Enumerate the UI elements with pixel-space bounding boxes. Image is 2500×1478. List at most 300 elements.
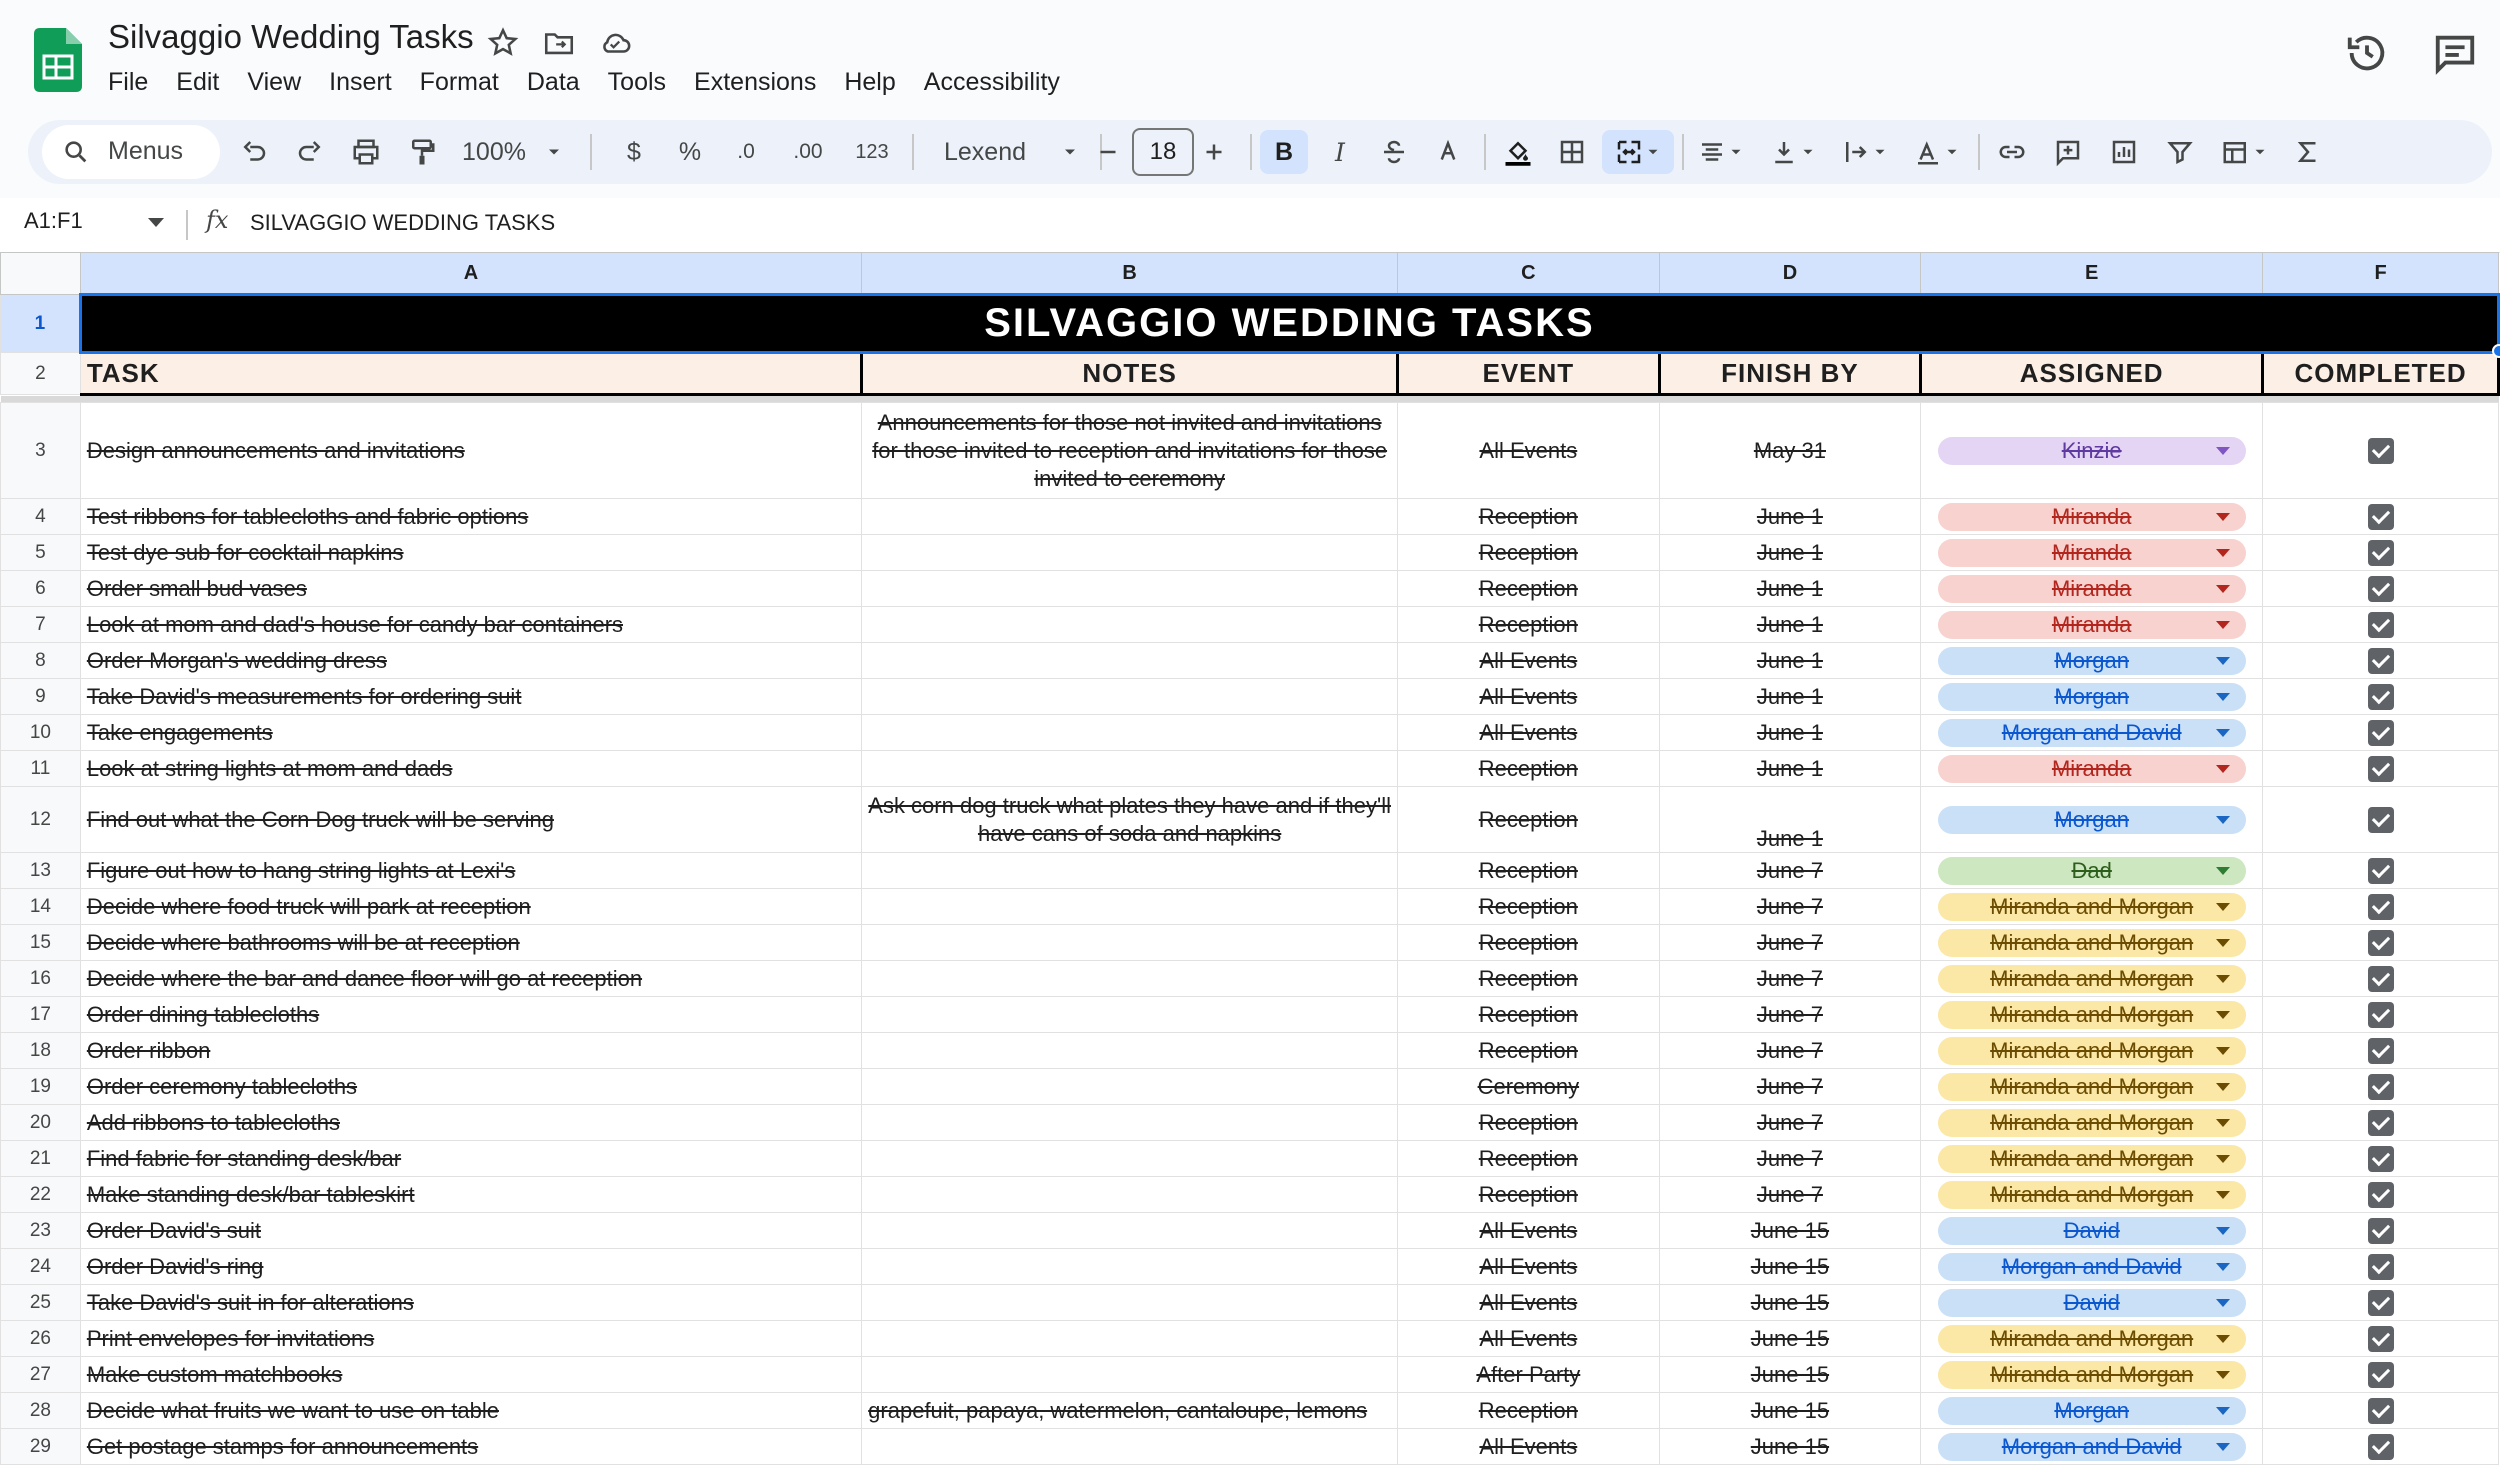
font-family-select[interactable]: [928, 130, 1088, 174]
menu-file[interactable]: File: [108, 68, 149, 96]
checkbox-checked-icon[interactable]: [2368, 1326, 2394, 1352]
insert-link-button[interactable]: [1990, 130, 2034, 174]
row-header[interactable]: 20: [1, 1105, 81, 1141]
notes-cell[interactable]: Ask corn dog truck what plates they have and if they'll have cans of soda and napkins: [862, 787, 1398, 853]
row-header[interactable]: 8: [1, 643, 81, 679]
completed-cell[interactable]: [2263, 787, 2499, 853]
task-cell[interactable]: Order dining tablecloths: [80, 997, 861, 1033]
row-header[interactable]: 19: [1, 1069, 81, 1105]
checkbox-checked-icon[interactable]: [2368, 1110, 2394, 1136]
task-cell[interactable]: Order small bud vases: [80, 571, 861, 607]
completed-cell[interactable]: [2263, 499, 2499, 535]
currency-format-button[interactable]: [614, 130, 654, 174]
finish-by-cell[interactable]: June 1: [1659, 679, 1921, 715]
menu-data[interactable]: Data: [526, 68, 580, 96]
notes-cell[interactable]: grapefuit, papaya, watermelon, cantaloupe, lemons: [862, 1393, 1398, 1429]
checkbox-checked-icon[interactable]: [2368, 576, 2394, 602]
notes-cell[interactable]: [862, 499, 1398, 535]
notes-cell[interactable]: [862, 679, 1398, 715]
assigned-cell[interactable]: [1921, 853, 2263, 889]
vertical-align-button[interactable]: [1762, 130, 1824, 174]
task-cell[interactable]: Take David's suit in for alterations: [80, 1285, 861, 1321]
row-header[interactable]: 25: [1, 1285, 81, 1321]
sheets-logo-icon[interactable]: [34, 28, 82, 92]
row-header[interactable]: 23: [1, 1213, 81, 1249]
completed-cell[interactable]: [2263, 1141, 2499, 1177]
finish-by-cell[interactable]: June 1: [1659, 751, 1921, 787]
notes-cell[interactable]: [862, 571, 1398, 607]
checkbox-checked-icon[interactable]: [2368, 684, 2394, 710]
row-header[interactable]: 7: [1, 607, 81, 643]
event-cell[interactable]: Reception: [1398, 961, 1660, 997]
chevron-down-icon[interactable]: [2216, 513, 2230, 521]
assigned-chip[interactable]: [1938, 539, 2246, 567]
column-header-e[interactable]: E: [1921, 253, 2263, 295]
task-cell[interactable]: Print envelopes for invitations: [80, 1321, 861, 1357]
event-cell[interactable]: All Events: [1398, 1429, 1660, 1465]
row-header[interactable]: 3: [1, 403, 81, 499]
row-header[interactable]: 26: [1, 1321, 81, 1357]
notes-cell[interactable]: [862, 1105, 1398, 1141]
assigned-chip[interactable]: [1938, 965, 2246, 993]
chevron-down-icon[interactable]: [2216, 1191, 2230, 1199]
checkbox-checked-icon[interactable]: [2368, 858, 2394, 884]
assigned-chip[interactable]: [1938, 1145, 2246, 1173]
task-cell[interactable]: Design announcements and invitations: [80, 403, 861, 499]
checkbox-checked-icon[interactable]: [2368, 648, 2394, 674]
row-header[interactable]: 11: [1, 751, 81, 787]
row-header[interactable]: 12: [1, 787, 81, 853]
assigned-cell[interactable]: [1921, 1285, 2263, 1321]
assigned-cell[interactable]: [1921, 1177, 2263, 1213]
chevron-down-icon[interactable]: [2216, 939, 2230, 947]
task-cell[interactable]: Decide where food truck will park at reception: [80, 889, 861, 925]
chevron-down-icon[interactable]: [2216, 867, 2230, 875]
chevron-down-icon[interactable]: [2216, 1371, 2230, 1379]
chevron-down-icon[interactable]: [2216, 447, 2230, 455]
insert-chart-button[interactable]: [2102, 130, 2146, 174]
event-cell[interactable]: All Events: [1398, 679, 1660, 715]
notes-cell[interactable]: [862, 1141, 1398, 1177]
finish-by-cell[interactable]: June 15: [1659, 1249, 1921, 1285]
print-icon[interactable]: [346, 130, 386, 174]
assigned-cell[interactable]: [1921, 1357, 2263, 1393]
task-cell[interactable]: Figure out how to hang string lights at Lexi's: [80, 853, 861, 889]
assigned-chip[interactable]: [1938, 1325, 2246, 1353]
row-header[interactable]: 4: [1, 499, 81, 535]
select-all-corner[interactable]: [1, 253, 81, 295]
notes-cell[interactable]: [862, 1429, 1398, 1465]
column-header-b[interactable]: B: [862, 253, 1398, 295]
horizontal-align-button[interactable]: [1690, 130, 1752, 174]
assigned-chip[interactable]: [1938, 1253, 2246, 1281]
finish-by-cell[interactable]: June 1: [1659, 607, 1921, 643]
version-history-icon[interactable]: [2344, 30, 2390, 76]
task-cell[interactable]: Look at mom and dad's house for candy bar containers: [80, 607, 861, 643]
finish-by-cell[interactable]: June 15: [1659, 1393, 1921, 1429]
star-icon[interactable]: [486, 26, 520, 60]
completed-cell[interactable]: [2263, 1321, 2499, 1357]
event-cell[interactable]: Reception: [1398, 535, 1660, 571]
checkbox-checked-icon[interactable]: [2368, 1074, 2394, 1100]
completed-cell[interactable]: [2263, 961, 2499, 997]
task-cell[interactable]: Look at string lights at mom and dads: [80, 751, 861, 787]
assigned-cell[interactable]: [1921, 889, 2263, 925]
task-cell[interactable]: Order David's ring: [80, 1249, 861, 1285]
task-cell[interactable]: Decide where bathrooms will be at reception: [80, 925, 861, 961]
finish-by-cell[interactable]: June 15: [1659, 1357, 1921, 1393]
task-cell[interactable]: Order ribbon: [80, 1033, 861, 1069]
cloud-saved-icon[interactable]: [598, 26, 632, 60]
assigned-chip[interactable]: [1938, 755, 2246, 783]
assigned-chip[interactable]: [1938, 503, 2246, 531]
completed-cell[interactable]: [2263, 925, 2499, 961]
completed-cell[interactable]: [2263, 1249, 2499, 1285]
decrease-decimal-button[interactable]: [722, 130, 770, 174]
more-formats-button[interactable]: [844, 130, 900, 174]
checkbox-checked-icon[interactable]: [2368, 894, 2394, 920]
finish-by-cell[interactable]: June 7: [1659, 1177, 1921, 1213]
chevron-down-icon[interactable]: [2216, 1047, 2230, 1055]
finish-by-cell[interactable]: June 1: [1659, 571, 1921, 607]
assigned-cell[interactable]: [1921, 1321, 2263, 1357]
chevron-down-icon[interactable]: [2216, 549, 2230, 557]
row-header[interactable]: 5: [1, 535, 81, 571]
row-header[interactable]: 29: [1, 1429, 81, 1465]
notes-cell[interactable]: Announcements for those not invited and invitations for those invited to reception and invitations for those invited to ceremony: [862, 403, 1398, 499]
notes-cell[interactable]: [862, 535, 1398, 571]
column-header-c[interactable]: C: [1398, 253, 1660, 295]
comments-icon[interactable]: [2432, 30, 2478, 76]
completed-cell[interactable]: [2263, 571, 2499, 607]
task-cell[interactable]: Take engagements: [80, 715, 861, 751]
assigned-chip[interactable]: [1938, 1181, 2246, 1209]
row-header[interactable]: 18: [1, 1033, 81, 1069]
assigned-chip[interactable]: [1938, 893, 2246, 921]
completed-cell[interactable]: [2263, 751, 2499, 787]
assigned-cell[interactable]: [1921, 925, 2263, 961]
merge-cells-button[interactable]: [1602, 130, 1674, 174]
chevron-down-icon[interactable]: [2216, 903, 2230, 911]
event-cell[interactable]: Reception: [1398, 787, 1660, 853]
column-header-a[interactable]: A: [80, 253, 861, 295]
notes-cell[interactable]: [862, 1249, 1398, 1285]
strikethrough-button[interactable]: [1372, 130, 1416, 174]
checkbox-checked-icon[interactable]: [2368, 1290, 2394, 1316]
notes-cell[interactable]: [862, 1033, 1398, 1069]
assigned-cell[interactable]: [1921, 787, 2263, 853]
header-notes[interactable]: NOTES: [862, 353, 1398, 395]
completed-cell[interactable]: [2263, 1105, 2499, 1141]
assigned-cell[interactable]: [1921, 1213, 2263, 1249]
notes-cell[interactable]: [862, 1321, 1398, 1357]
notes-cell[interactable]: [862, 715, 1398, 751]
assigned-chip[interactable]: [1938, 1037, 2246, 1065]
row-header[interactable]: 9: [1, 679, 81, 715]
event-cell[interactable]: Reception: [1398, 1393, 1660, 1429]
chevron-down-icon[interactable]: [2216, 1443, 2230, 1451]
completed-cell[interactable]: [2263, 1177, 2499, 1213]
assigned-cell[interactable]: [1921, 403, 2263, 499]
borders-button[interactable]: [1550, 130, 1594, 174]
assigned-chip[interactable]: [1938, 437, 2246, 465]
checkbox-checked-icon[interactable]: [2368, 756, 2394, 782]
chevron-down-icon[interactable]: [148, 218, 164, 227]
task-cell[interactable]: Order Morgan's wedding dress: [80, 643, 861, 679]
bold-button[interactable]: [1260, 130, 1308, 174]
chevron-down-icon[interactable]: [2216, 1011, 2230, 1019]
assigned-chip[interactable]: [1938, 647, 2246, 675]
chevron-down-icon[interactable]: [2216, 1227, 2230, 1235]
event-cell[interactable]: Reception: [1398, 607, 1660, 643]
checkbox-checked-icon[interactable]: [2368, 438, 2394, 464]
checkbox-checked-icon[interactable]: [2368, 1182, 2394, 1208]
completed-cell[interactable]: [2263, 535, 2499, 571]
event-cell[interactable]: All Events: [1398, 715, 1660, 751]
move-folder-icon[interactable]: [542, 26, 576, 60]
header-task[interactable]: TASK: [80, 353, 861, 395]
chevron-down-icon[interactable]: [2216, 1263, 2230, 1271]
finish-by-cell[interactable]: June 15: [1659, 1213, 1921, 1249]
assigned-chip[interactable]: [1938, 857, 2246, 885]
completed-cell[interactable]: [2263, 607, 2499, 643]
task-cell[interactable]: Test ribbons for tablecloths and fabric options: [80, 499, 861, 535]
task-cell[interactable]: Decide where the bar and dance floor will go at reception: [80, 961, 861, 997]
menu-view[interactable]: View: [247, 68, 302, 96]
assigned-chip[interactable]: [1938, 1001, 2246, 1029]
notes-cell[interactable]: [862, 925, 1398, 961]
chevron-down-icon[interactable]: [2216, 816, 2230, 824]
task-cell[interactable]: Decide what fruits we want to use on table: [80, 1393, 861, 1429]
task-cell[interactable]: Make standing desk/bar tableskirt: [80, 1177, 861, 1213]
notes-cell[interactable]: [862, 1069, 1398, 1105]
text-rotation-button[interactable]: [1906, 130, 1968, 174]
row-header[interactable]: 27: [1, 1357, 81, 1393]
assigned-cell[interactable]: [1921, 751, 2263, 787]
completed-cell[interactable]: [2263, 643, 2499, 679]
event-cell[interactable]: All Events: [1398, 643, 1660, 679]
event-cell[interactable]: Reception: [1398, 1141, 1660, 1177]
zoom-select[interactable]: [458, 130, 568, 174]
finish-by-cell[interactable]: June 7: [1659, 961, 1921, 997]
document-title[interactable]: Silvaggio Wedding Tasks: [108, 18, 474, 55]
chevron-down-icon[interactable]: [2216, 729, 2230, 737]
chevron-down-icon[interactable]: [2216, 693, 2230, 701]
notes-cell[interactable]: [862, 997, 1398, 1033]
checkbox-checked-icon[interactable]: [2368, 807, 2394, 833]
assigned-cell[interactable]: [1921, 1033, 2263, 1069]
notes-cell[interactable]: [862, 1177, 1398, 1213]
completed-cell[interactable]: [2263, 403, 2499, 499]
checkbox-checked-icon[interactable]: [2368, 504, 2394, 530]
completed-cell[interactable]: [2263, 1033, 2499, 1069]
finish-by-cell[interactable]: June 7: [1659, 1069, 1921, 1105]
event-cell[interactable]: Reception: [1398, 925, 1660, 961]
assigned-chip[interactable]: [1938, 575, 2246, 603]
event-cell[interactable]: All Events: [1398, 1321, 1660, 1357]
assigned-cell[interactable]: [1921, 1141, 2263, 1177]
notes-cell[interactable]: [862, 889, 1398, 925]
checkbox-checked-icon[interactable]: [2368, 1254, 2394, 1280]
checkbox-checked-icon[interactable]: [2368, 966, 2394, 992]
formula-input[interactable]: SILVAGGIO WEDDING TASKS: [250, 210, 556, 235]
checkbox-checked-icon[interactable]: [2368, 720, 2394, 746]
header-finish-by[interactable]: FINISH BY: [1659, 353, 1921, 395]
event-cell[interactable]: All Events: [1398, 403, 1660, 499]
notes-cell[interactable]: [862, 751, 1398, 787]
finish-by-cell[interactable]: June 1: [1659, 535, 1921, 571]
assigned-cell[interactable]: [1921, 1069, 2263, 1105]
finish-by-cell[interactable]: June 7: [1659, 925, 1921, 961]
checkbox-checked-icon[interactable]: [2368, 1362, 2394, 1388]
notes-cell[interactable]: [862, 607, 1398, 643]
assigned-chip[interactable]: [1938, 1361, 2246, 1389]
finish-by-cell[interactable]: June 15: [1659, 1321, 1921, 1357]
event-cell[interactable]: Reception: [1398, 499, 1660, 535]
event-cell[interactable]: Reception: [1398, 1033, 1660, 1069]
filter-button[interactable]: [2158, 130, 2202, 174]
chevron-down-icon[interactable]: [2216, 975, 2230, 983]
notes-cell[interactable]: [862, 853, 1398, 889]
task-cell[interactable]: Find out what the Corn Dog truck will be serving: [80, 787, 861, 853]
checkbox-checked-icon[interactable]: [2368, 1002, 2394, 1028]
checkbox-checked-icon[interactable]: [2368, 612, 2394, 638]
assigned-chip[interactable]: [1938, 1397, 2246, 1425]
event-cell[interactable]: Reception: [1398, 889, 1660, 925]
row-header[interactable]: 21: [1, 1141, 81, 1177]
notes-cell[interactable]: [862, 1357, 1398, 1393]
assigned-chip[interactable]: [1938, 806, 2246, 834]
column-header-f[interactable]: F: [2263, 253, 2499, 295]
event-cell[interactable]: Reception: [1398, 751, 1660, 787]
completed-cell[interactable]: [2263, 1357, 2499, 1393]
row-header[interactable]: 24: [1, 1249, 81, 1285]
chevron-down-icon[interactable]: [2216, 1155, 2230, 1163]
completed-cell[interactable]: [2263, 1213, 2499, 1249]
row-header[interactable]: 13: [1, 853, 81, 889]
row-header[interactable]: 1: [1, 295, 81, 353]
assigned-chip[interactable]: [1938, 1109, 2246, 1137]
completed-cell[interactable]: [2263, 997, 2499, 1033]
assigned-chip[interactable]: [1938, 929, 2246, 957]
assigned-chip[interactable]: [1938, 1073, 2246, 1101]
increase-font-size-button[interactable]: [1194, 130, 1234, 174]
checkbox-checked-icon[interactable]: [2368, 1398, 2394, 1424]
column-header-d[interactable]: D: [1659, 253, 1921, 295]
menu-format[interactable]: Format: [419, 68, 499, 96]
finish-by-cell[interactable]: June 7: [1659, 997, 1921, 1033]
event-cell[interactable]: All Events: [1398, 1249, 1660, 1285]
text-wrapping-button[interactable]: [1834, 130, 1896, 174]
notes-cell[interactable]: [862, 1285, 1398, 1321]
header-assigned[interactable]: ASSIGNED: [1921, 353, 2263, 395]
event-cell[interactable]: Reception: [1398, 1177, 1660, 1213]
finish-by-cell[interactable]: June 15: [1659, 1429, 1921, 1465]
menu-insert[interactable]: Insert: [329, 68, 392, 96]
row-header[interactable]: 15: [1, 925, 81, 961]
assigned-cell[interactable]: [1921, 961, 2263, 997]
task-cell[interactable]: Find fabric for standing desk/bar: [80, 1141, 861, 1177]
decrease-font-size-button[interactable]: [1088, 130, 1128, 174]
task-cell[interactable]: Test dye sub for cocktail napkins: [80, 535, 861, 571]
completed-cell[interactable]: [2263, 889, 2499, 925]
title-cell[interactable]: SILVAGGIO WEDDING TASKS: [80, 295, 2498, 353]
redo-icon[interactable]: [290, 130, 330, 174]
finish-by-cell[interactable]: June 7: [1659, 1105, 1921, 1141]
assigned-cell[interactable]: [1921, 571, 2263, 607]
chevron-down-icon[interactable]: [2216, 621, 2230, 629]
assigned-cell[interactable]: [1921, 607, 2263, 643]
completed-cell[interactable]: [2263, 1393, 2499, 1429]
italic-button[interactable]: [1318, 130, 1362, 174]
chevron-down-icon[interactable]: [2216, 657, 2230, 665]
checkbox-checked-icon[interactable]: [2368, 1146, 2394, 1172]
event-cell[interactable]: Reception: [1398, 1105, 1660, 1141]
assigned-cell[interactable]: [1921, 1105, 2263, 1141]
selection-fill-handle[interactable]: [2492, 344, 2500, 358]
completed-cell[interactable]: [2263, 715, 2499, 751]
functions-button[interactable]: [2286, 130, 2330, 174]
menu-accessibility[interactable]: Accessibility: [923, 68, 1060, 96]
paint-format-icon[interactable]: [402, 130, 442, 174]
finish-by-cell[interactable]: June 1: [1659, 715, 1921, 751]
menu-extensions[interactable]: Extensions: [694, 68, 817, 96]
row-header[interactable]: 22: [1, 1177, 81, 1213]
assigned-chip[interactable]: [1938, 1433, 2246, 1461]
checkbox-checked-icon[interactable]: [2368, 540, 2394, 566]
chevron-down-icon[interactable]: [2216, 1407, 2230, 1415]
assigned-chip[interactable]: [1938, 683, 2246, 711]
assigned-cell[interactable]: [1921, 499, 2263, 535]
chevron-down-icon[interactable]: [2216, 1299, 2230, 1307]
task-cell[interactable]: Add ribbons to tablecloths: [80, 1105, 861, 1141]
finish-by-cell[interactable]: June 7: [1659, 889, 1921, 925]
checkbox-checked-icon[interactable]: [2368, 1434, 2394, 1460]
assigned-cell[interactable]: [1921, 1249, 2263, 1285]
filter-views-button[interactable]: [2214, 130, 2276, 174]
checkbox-checked-icon[interactable]: [2368, 1218, 2394, 1244]
completed-cell[interactable]: [2263, 679, 2499, 715]
assigned-cell[interactable]: [1921, 1429, 2263, 1465]
checkbox-checked-icon[interactable]: [2368, 930, 2394, 956]
row-header[interactable]: 10: [1, 715, 81, 751]
finish-by-cell[interactable]: June 1: [1659, 787, 1921, 853]
name-box[interactable]: A1:F1: [24, 208, 83, 233]
font-size-input[interactable]: 18: [1132, 128, 1194, 176]
chevron-down-icon[interactable]: [2216, 1119, 2230, 1127]
assigned-chip[interactable]: [1938, 1217, 2246, 1245]
notes-cell[interactable]: [862, 1213, 1398, 1249]
row-header[interactable]: 28: [1, 1393, 81, 1429]
finish-by-cell[interactable]: June 7: [1659, 1141, 1921, 1177]
assigned-cell[interactable]: [1921, 1393, 2263, 1429]
task-cell[interactable]: Take David's measurements for ordering suit: [80, 679, 861, 715]
completed-cell[interactable]: [2263, 1429, 2499, 1465]
event-cell[interactable]: Reception: [1398, 571, 1660, 607]
finish-by-cell[interactable]: June 15: [1659, 1285, 1921, 1321]
increase-decimal-button[interactable]: [780, 130, 836, 174]
event-cell[interactable]: Ceremony: [1398, 1069, 1660, 1105]
checkbox-checked-icon[interactable]: [2368, 1038, 2394, 1064]
notes-cell[interactable]: [862, 643, 1398, 679]
chevron-down-icon[interactable]: [2216, 585, 2230, 593]
assigned-cell[interactable]: [1921, 535, 2263, 571]
chevron-down-icon[interactable]: [2216, 1083, 2230, 1091]
row-header[interactable]: 14: [1, 889, 81, 925]
completed-cell[interactable]: [2263, 1285, 2499, 1321]
task-cell[interactable]: Get postage stamps for announcements: [80, 1429, 861, 1465]
header-event[interactable]: EVENT: [1398, 353, 1660, 395]
